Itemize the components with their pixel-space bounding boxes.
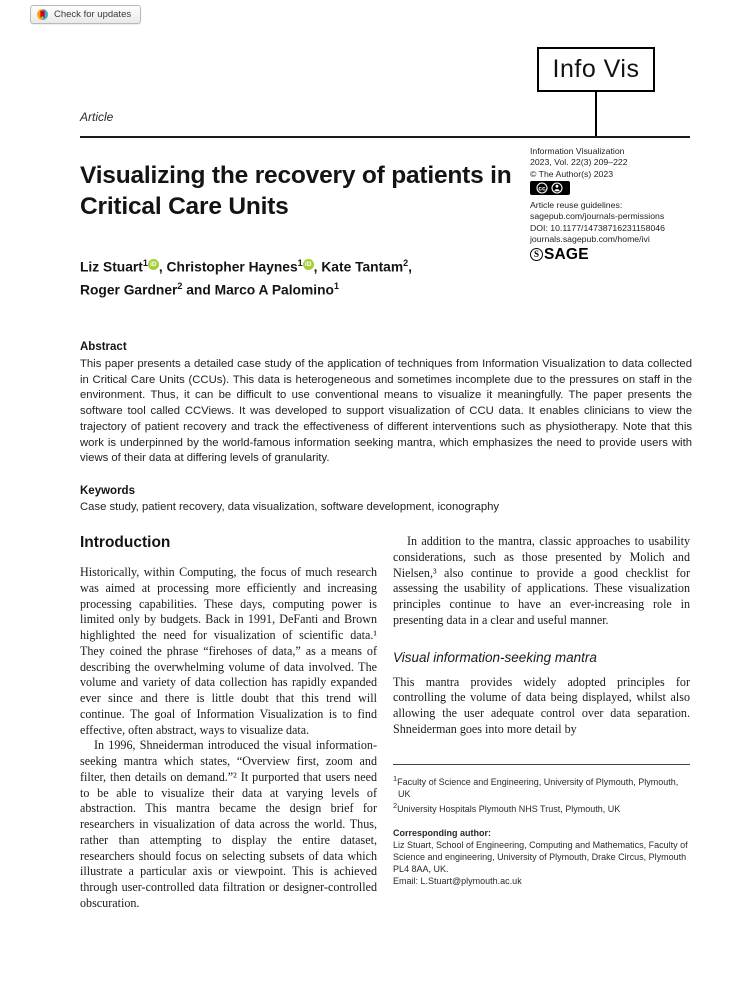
journal-mark-label: Info Vis — [552, 55, 640, 83]
author-name: Roger Gardner — [80, 282, 178, 298]
affiliation-sup: 2 — [393, 800, 398, 810]
body-paragraph: This mantra provides widely adopted principles for controlling the volume of data being displayed, whilst also allowing the user adequate control over data separation. Shneiderman goes into more detail by — [393, 674, 690, 736]
affiliation-2 — [393, 800, 690, 815]
abstract-text: This paper presents a detailed case study of the application of techniques from Information Visualization to data collected in Critical Care Units (CCUs). This data is heterogeneous and sometimes incomplete due to the pressures on staff in the environment. Thus, it can be difficult to use conventional means to visualize it meaningfully. The paper presents the software tool called CCViews. It was developed to support visualization of CCU data. It enables clinicians to view the trajectory of patient recovery and track the effectiveness of different interventions such as physiotherapy. Note that this work is underpinned by the world-famous information seeking mantra, which emphasizes the need to provide users with views of their data at differing levels of granularity. — [80, 358, 692, 465]
abstract-heading: Abstract — [80, 341, 127, 353]
author-separator: , — [313, 259, 322, 275]
author-affiliation-sup: 2 — [403, 258, 409, 268]
copyright-notice: © The Author(s) 2023 — [530, 168, 614, 179]
body-paragraph: In addition to the mantra, classic approaches to usability considerations, such as those presented by Molich and Nielsen,³ also continue to provide a good checklist for assessing the usability of applications. These visualization principles continue to have an ever-increasing role in presenting data in a clear and useful manner. — [393, 534, 690, 627]
journal-mark-connector-line — [595, 92, 597, 137]
author-affiliation-sup: 1 — [333, 281, 339, 292]
introduction-paragraph: In 1996, Shneiderman introduced the visual information-seeking mantra which states, “Overview first, zoom and filter, then details on demand.”² It purported that users need to be able to visualize their data at varying levels of abstraction. This mantra became the design brief for researchers in visualization of data across the world. Thus, rather than attempting to display the entire dataset, researchers should focus on selecting subsets of data which illustrate a particular axis or viewpoint. This is achieved through user-controlled data filtration or designer-controlled obscuration. — [80, 738, 377, 910]
article-type-label: Article — [80, 110, 114, 124]
permissions-link[interactable]: sagepub.com/journals-permissions — [530, 211, 665, 222]
sage-logo-word: SAGE — [544, 246, 589, 264]
author-affiliation-sup: 1 — [297, 258, 303, 268]
sage-logo — [530, 246, 695, 264]
check-for-updates-button[interactable] — [30, 5, 141, 24]
author-affiliation-sup: 2 — [177, 281, 183, 292]
journal-mark-box — [537, 47, 655, 92]
check-for-updates-label: Check for updates — [54, 9, 132, 20]
author-name: Kate Tantam — [321, 259, 404, 275]
affiliation-sup: 1 — [393, 773, 398, 783]
cc-by-license-icon[interactable] — [530, 181, 695, 198]
journal-metadata — [530, 146, 695, 264]
orcid-icon[interactable]: iD — [148, 259, 159, 270]
keywords-heading: Keywords — [80, 485, 135, 497]
author-list — [80, 254, 540, 300]
corresponding-author-label: Corresponding author: — [393, 827, 491, 838]
right-column — [393, 534, 690, 887]
introduction-heading: Introduction — [80, 534, 171, 551]
author-name: Liz Stuart — [80, 259, 143, 275]
corresponding-author-email[interactable]: Email: L.Stuart@plymouth.ac.uk — [393, 875, 522, 886]
author-name: Christopher Haynes — [166, 259, 298, 275]
svg-text:cc: cc — [538, 185, 546, 193]
corresponding-author-text: Liz Stuart, School of Engineering, Computing and Mathematics, Faculty of Science and engineering, University of Plymouth, Drake Circus, Plymouth PL4 8AA, UK. — [393, 839, 688, 874]
orcid-icon[interactable]: iD — [303, 259, 314, 270]
sage-logo-mark: S — [530, 248, 543, 261]
keywords-text: Case study, patient recovery, data visualization, software development, iconography — [80, 501, 500, 513]
journal-name: Information Visualization — [530, 146, 625, 156]
footnotes-block — [393, 773, 690, 887]
author-separator: and — [182, 282, 215, 298]
affiliation-text: Faculty of Science and Engineering, University of Plymouth, Plymouth, UK — [397, 776, 679, 799]
introduction-paragraph: Historically, within Computing, the focus of much research was aimed at processing more efficiently and increasing processing capabilities. These days, computing power is limited only by budgets. Back in 1991, DeFanti and Brown highlighted the need for visualization of scientific data.¹ They coined the phrase “firehoses of data,” as a means of describing the overwhelming volume of data involved. The volume and variety of data collection has rapidly expanded ever since and there is little doubt that this trend will continue. The goal of Information Visualization is to find effective, often abstract, ways to visualize data. — [80, 565, 377, 737]
subsection-heading: Visual information-seeking mantra — [393, 649, 597, 665]
author-name: Marco A Palomino — [214, 282, 334, 298]
crossmark-icon — [36, 8, 49, 21]
author-separator: , — [408, 259, 412, 275]
doi-link[interactable]: DOI: 10.1177/14738716231158046 — [530, 222, 665, 233]
reuse-guidelines-label: Article reuse guidelines: — [530, 200, 623, 211]
page-title: Visualizing the recovery of patients in Critical Care Units — [80, 162, 512, 220]
author-affiliation-sup: 1 — [142, 258, 148, 268]
volume-issue: 2023, Vol. 22(3) 209–222 — [530, 157, 628, 168]
footnote-spacer — [393, 815, 690, 827]
header-rule — [80, 136, 690, 138]
affiliation-1 — [393, 773, 690, 800]
affiliation-text: University Hospitals Plymouth NHS Trust, Plymouth, UK — [397, 803, 621, 814]
author-separator: , — [158, 259, 167, 275]
journal-home-link[interactable]: journals.sagepub.com/home/ivi — [530, 234, 650, 245]
left-column — [80, 534, 377, 912]
footnote-divider — [393, 764, 690, 765]
